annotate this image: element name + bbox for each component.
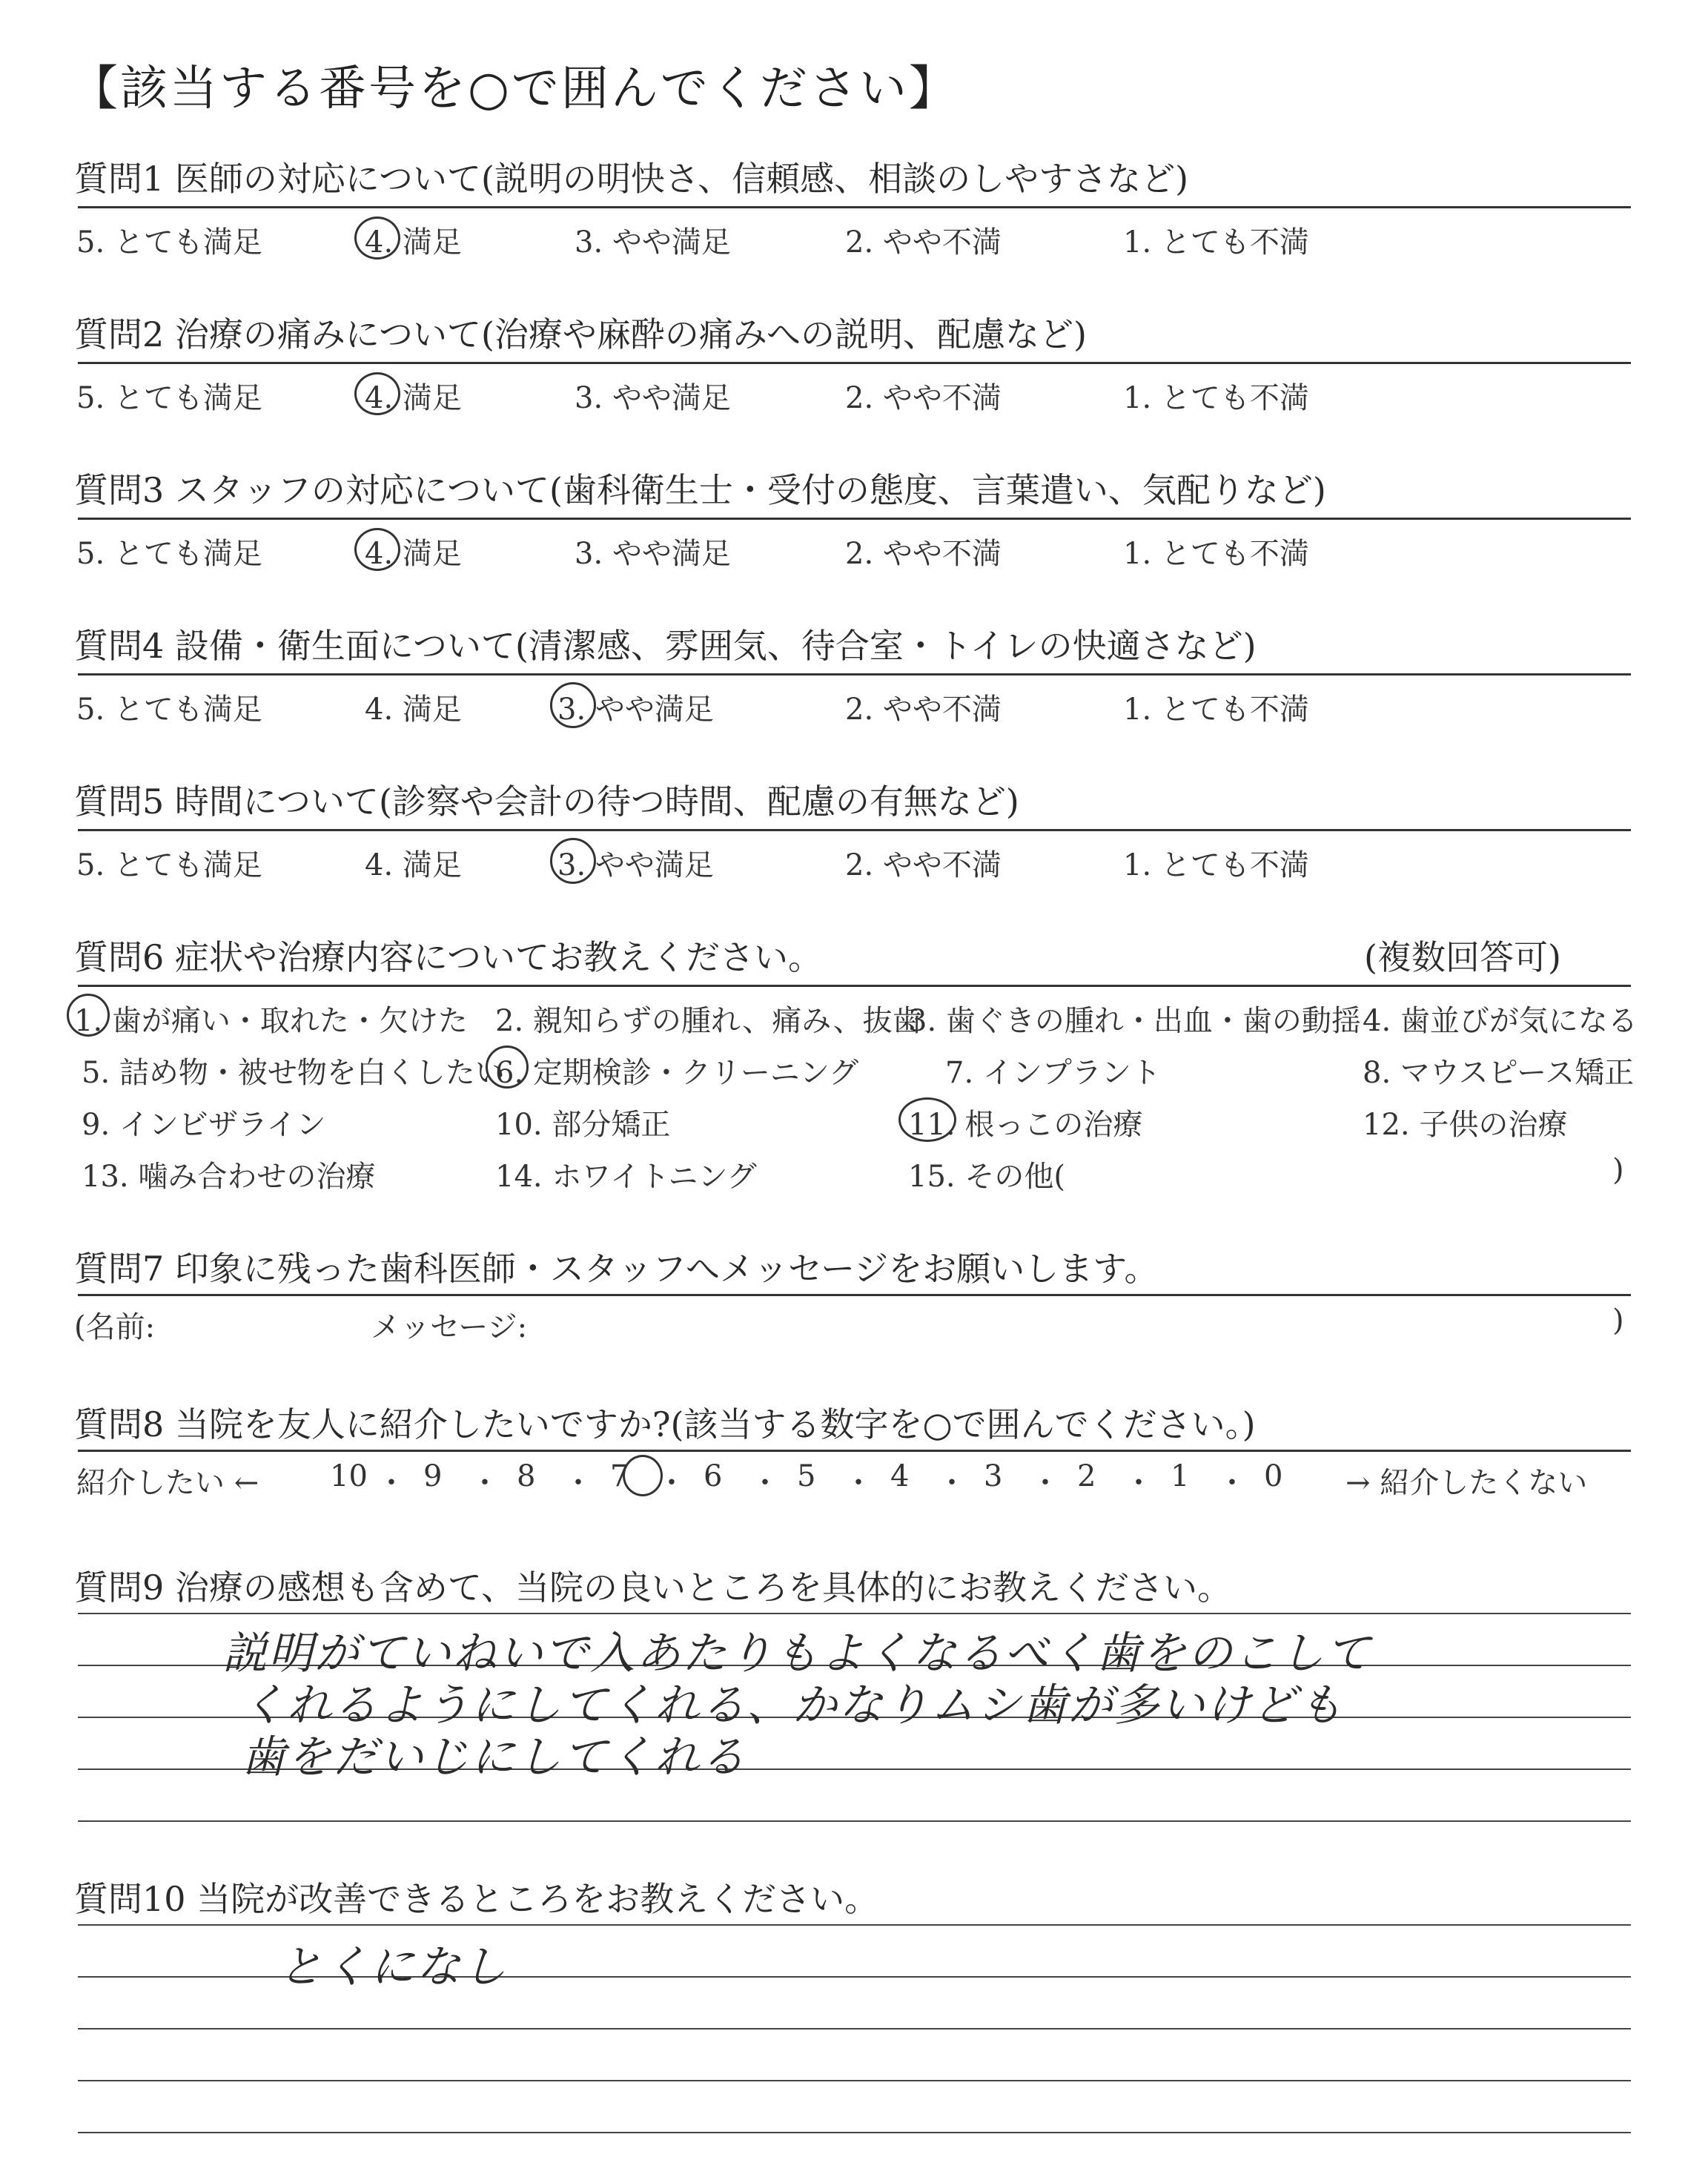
q6-item-5[interactable]: 5. 詰め物・被せ物を白くしたい	[82, 1056, 505, 1090]
q6-item-3[interactable]: 3. 歯ぐきの腫れ・出血・歯の動揺	[908, 1004, 1361, 1038]
q4-selection-circle	[550, 682, 596, 728]
q7-message-label: メッセージ:	[371, 1310, 528, 1344]
q8-scale-value-7[interactable]: 7	[610, 1459, 629, 1493]
q1-option-3[interactable]: 3. やや満足	[575, 225, 731, 260]
question-4-title: 質問4 設備・衛生面について(清潔感、雰囲気、待合室・トイレの快適さなど)	[74, 626, 1257, 666]
q6-item-12[interactable]: 12. 子供の治療	[1363, 1108, 1568, 1142]
q2-selection-circle	[354, 372, 400, 415]
q8-scale-value-0[interactable]: 0	[1264, 1459, 1283, 1493]
q4-option-3[interactable]: 3. やや満足	[557, 693, 714, 727]
q8-scale-separator: ・	[470, 1466, 500, 1500]
q7-name-label: (名前:	[74, 1310, 156, 1344]
q2-option-1[interactable]: 1. とても不満	[1123, 381, 1309, 415]
q6-item-14[interactable]: 14. ホワイトニング	[495, 1160, 757, 1194]
q6-item-15[interactable]: 15. その他(	[908, 1160, 1065, 1194]
divider	[78, 362, 1631, 364]
q3-option-4[interactable]: 4. 満足	[365, 537, 462, 571]
q8-scale-separator: ・	[844, 1466, 873, 1500]
q8-scale-value-3[interactable]: 3	[984, 1459, 1003, 1493]
q9-answer-line-3: 歯をだいじにしてくれる	[241, 1731, 747, 1783]
writing-line	[78, 2028, 1631, 2029]
q5-option-3[interactable]: 3. やや満足	[557, 848, 714, 882]
q8-scale-value-4[interactable]: 4	[890, 1459, 910, 1493]
q8-scale-separator: ・	[1030, 1466, 1060, 1500]
q6-item-13[interactable]: 13. 噛み合わせの治療	[82, 1160, 376, 1194]
q9-answer-line-1: 説明がていねいで入あたりもよくなるべく歯をのこして	[222, 1628, 1371, 1680]
q5-option-1[interactable]: 1. とても不満	[1123, 848, 1309, 882]
q2-option-4[interactable]: 4. 満足	[365, 381, 462, 415]
q5-selection-circle	[550, 838, 596, 884]
writing-line	[78, 1613, 1631, 1614]
divider	[78, 518, 1631, 520]
q6-item-8[interactable]: 8. マウスピース矯正	[1363, 1056, 1635, 1090]
q6-item-2[interactable]: 2. 親知らずの腫れ、痛み、抜歯	[495, 1004, 922, 1038]
q6-item-7[interactable]: 7. インプラント	[945, 1056, 1161, 1090]
q5-option-4[interactable]: 4. 満足	[365, 848, 462, 882]
writing-line	[78, 2080, 1631, 2081]
question-9-title: 質問9 治療の感想も含めて、当院の良いところを具体的にお教えください。	[74, 1568, 1231, 1608]
question-5-title: 質問5 時間について(診察や会計の待つ時間、配慮の有無など)	[74, 782, 1019, 822]
question-10-title: 質問10 当院が改善できるところをお教えください。	[74, 1879, 879, 1919]
q8-scale-separator: ・	[563, 1466, 593, 1500]
q8-scale-value-5[interactable]: 5	[797, 1459, 816, 1493]
writing-line	[78, 1924, 1631, 1926]
divider	[78, 985, 1631, 987]
q8-left-label: 紹介したい ←	[76, 1466, 259, 1500]
q6-selection-circle-1	[67, 994, 110, 1037]
q3-option-3[interactable]: 3. やや満足	[575, 537, 731, 571]
q8-scale-value-8[interactable]: 8	[517, 1459, 536, 1493]
q1-option-1[interactable]: 1. とても不満	[1123, 225, 1309, 260]
q8-scale-separator: ・	[377, 1466, 406, 1500]
q8-scale-value-6[interactable]: 6	[704, 1459, 723, 1493]
q6-item-1[interactable]: 1. 歯が痛い・取れた・欠けた	[74, 1004, 468, 1038]
q8-right-label: → 紹介したくない	[1345, 1466, 1588, 1500]
q3-selection-circle	[354, 528, 400, 571]
q5-option-2[interactable]: 2. やや不満	[845, 848, 1002, 882]
q1-option-5[interactable]: 5. とても満足	[76, 225, 262, 260]
question-3-title: 質問3 スタッフの対応について(歯科衛生士・受付の態度、言葉遣い、気配りなど)	[74, 470, 1326, 510]
writing-line	[78, 1820, 1631, 1822]
q3-option-2[interactable]: 2. やや不満	[845, 537, 1002, 571]
divider	[78, 206, 1631, 208]
q8-scale-separator: ・	[1124, 1466, 1153, 1500]
q6-item-9[interactable]: 9. インビザライン	[82, 1108, 326, 1142]
divider	[78, 829, 1631, 831]
question-7-title: 質問7 印象に残った歯科医師・スタッフへメッセージをお願いします。	[74, 1249, 1159, 1289]
q1-option-2[interactable]: 2. やや不満	[845, 225, 1002, 260]
q6-note: (複数回答可)	[1364, 937, 1561, 977]
q4-option-5[interactable]: 5. とても満足	[76, 693, 262, 727]
q8-scale-separator: ・	[937, 1466, 967, 1500]
q5-option-5[interactable]: 5. とても満足	[76, 848, 262, 882]
q8-scale-value-1[interactable]: 1	[1171, 1459, 1190, 1493]
q6-selection-circle-6	[486, 1046, 529, 1089]
q4-option-2[interactable]: 2. やや不満	[845, 693, 1002, 727]
q8-scale-value-9[interactable]: 9	[423, 1459, 443, 1493]
q8-scale-value-2[interactable]: 2	[1077, 1459, 1096, 1493]
q1-option-4[interactable]: 4. 満足	[365, 225, 462, 260]
q6-item-10[interactable]: 10. 部分矯正	[495, 1108, 671, 1142]
q8-scale-separator: ・	[657, 1466, 686, 1500]
q2-option-2[interactable]: 2. やや不満	[845, 381, 1002, 415]
question-1-title: 質問1 医師の対応について(説明の明快さ、信頼感、相談のしやすさなど)	[74, 159, 1189, 199]
q8-scale-value-10[interactable]: 10	[330, 1459, 368, 1493]
q1-selection-circle	[354, 217, 400, 260]
q2-option-3[interactable]: 3. やや満足	[575, 381, 731, 415]
divider	[78, 1294, 1631, 1296]
question-8-title: 質問8 当院を友人に紹介したいですか?(該当する数字を○で囲んでください。)	[74, 1404, 1256, 1444]
page-title: 【該当する番号を○で囲んでください】	[70, 62, 959, 116]
writing-line	[78, 2132, 1631, 2133]
divider	[78, 1450, 1631, 1452]
q4-option-4[interactable]: 4. 満足	[365, 693, 462, 727]
divider	[78, 673, 1631, 676]
q3-option-5[interactable]: 5. とても満足	[76, 537, 262, 571]
q6-item-11[interactable]: 11. 根っこの治療	[908, 1108, 1143, 1142]
q10-answer: とくになし	[278, 1941, 508, 1993]
q8-selection-circle	[623, 1455, 663, 1496]
q6-other-close: )	[1612, 1153, 1624, 1187]
question-2-title: 質問2 治療の痛みについて(治療や麻酔の痛みへの説明、配慮など)	[74, 314, 1087, 354]
q2-option-5[interactable]: 5. とても満足	[76, 381, 262, 415]
q3-option-1[interactable]: 1. とても不満	[1123, 537, 1309, 571]
q7-close: )	[1612, 1304, 1624, 1338]
q4-option-1[interactable]: 1. とても不満	[1123, 693, 1309, 727]
question-6-title: 質問6 症状や治療内容についてお教えください。	[74, 937, 822, 977]
q8-scale-separator: ・	[750, 1466, 780, 1500]
q6-item-6[interactable]: 6. 定期検診・クリーニング	[495, 1056, 859, 1090]
q6-item-4[interactable]: 4. 歯並びが気になる	[1363, 1004, 1638, 1038]
q8-scale-separator: ・	[1217, 1466, 1247, 1500]
q6-selection-circle-11	[898, 1097, 956, 1142]
q9-answer-line-2: くれるようにしてくれる、かなりムシ歯が多いけども	[241, 1680, 1344, 1731]
